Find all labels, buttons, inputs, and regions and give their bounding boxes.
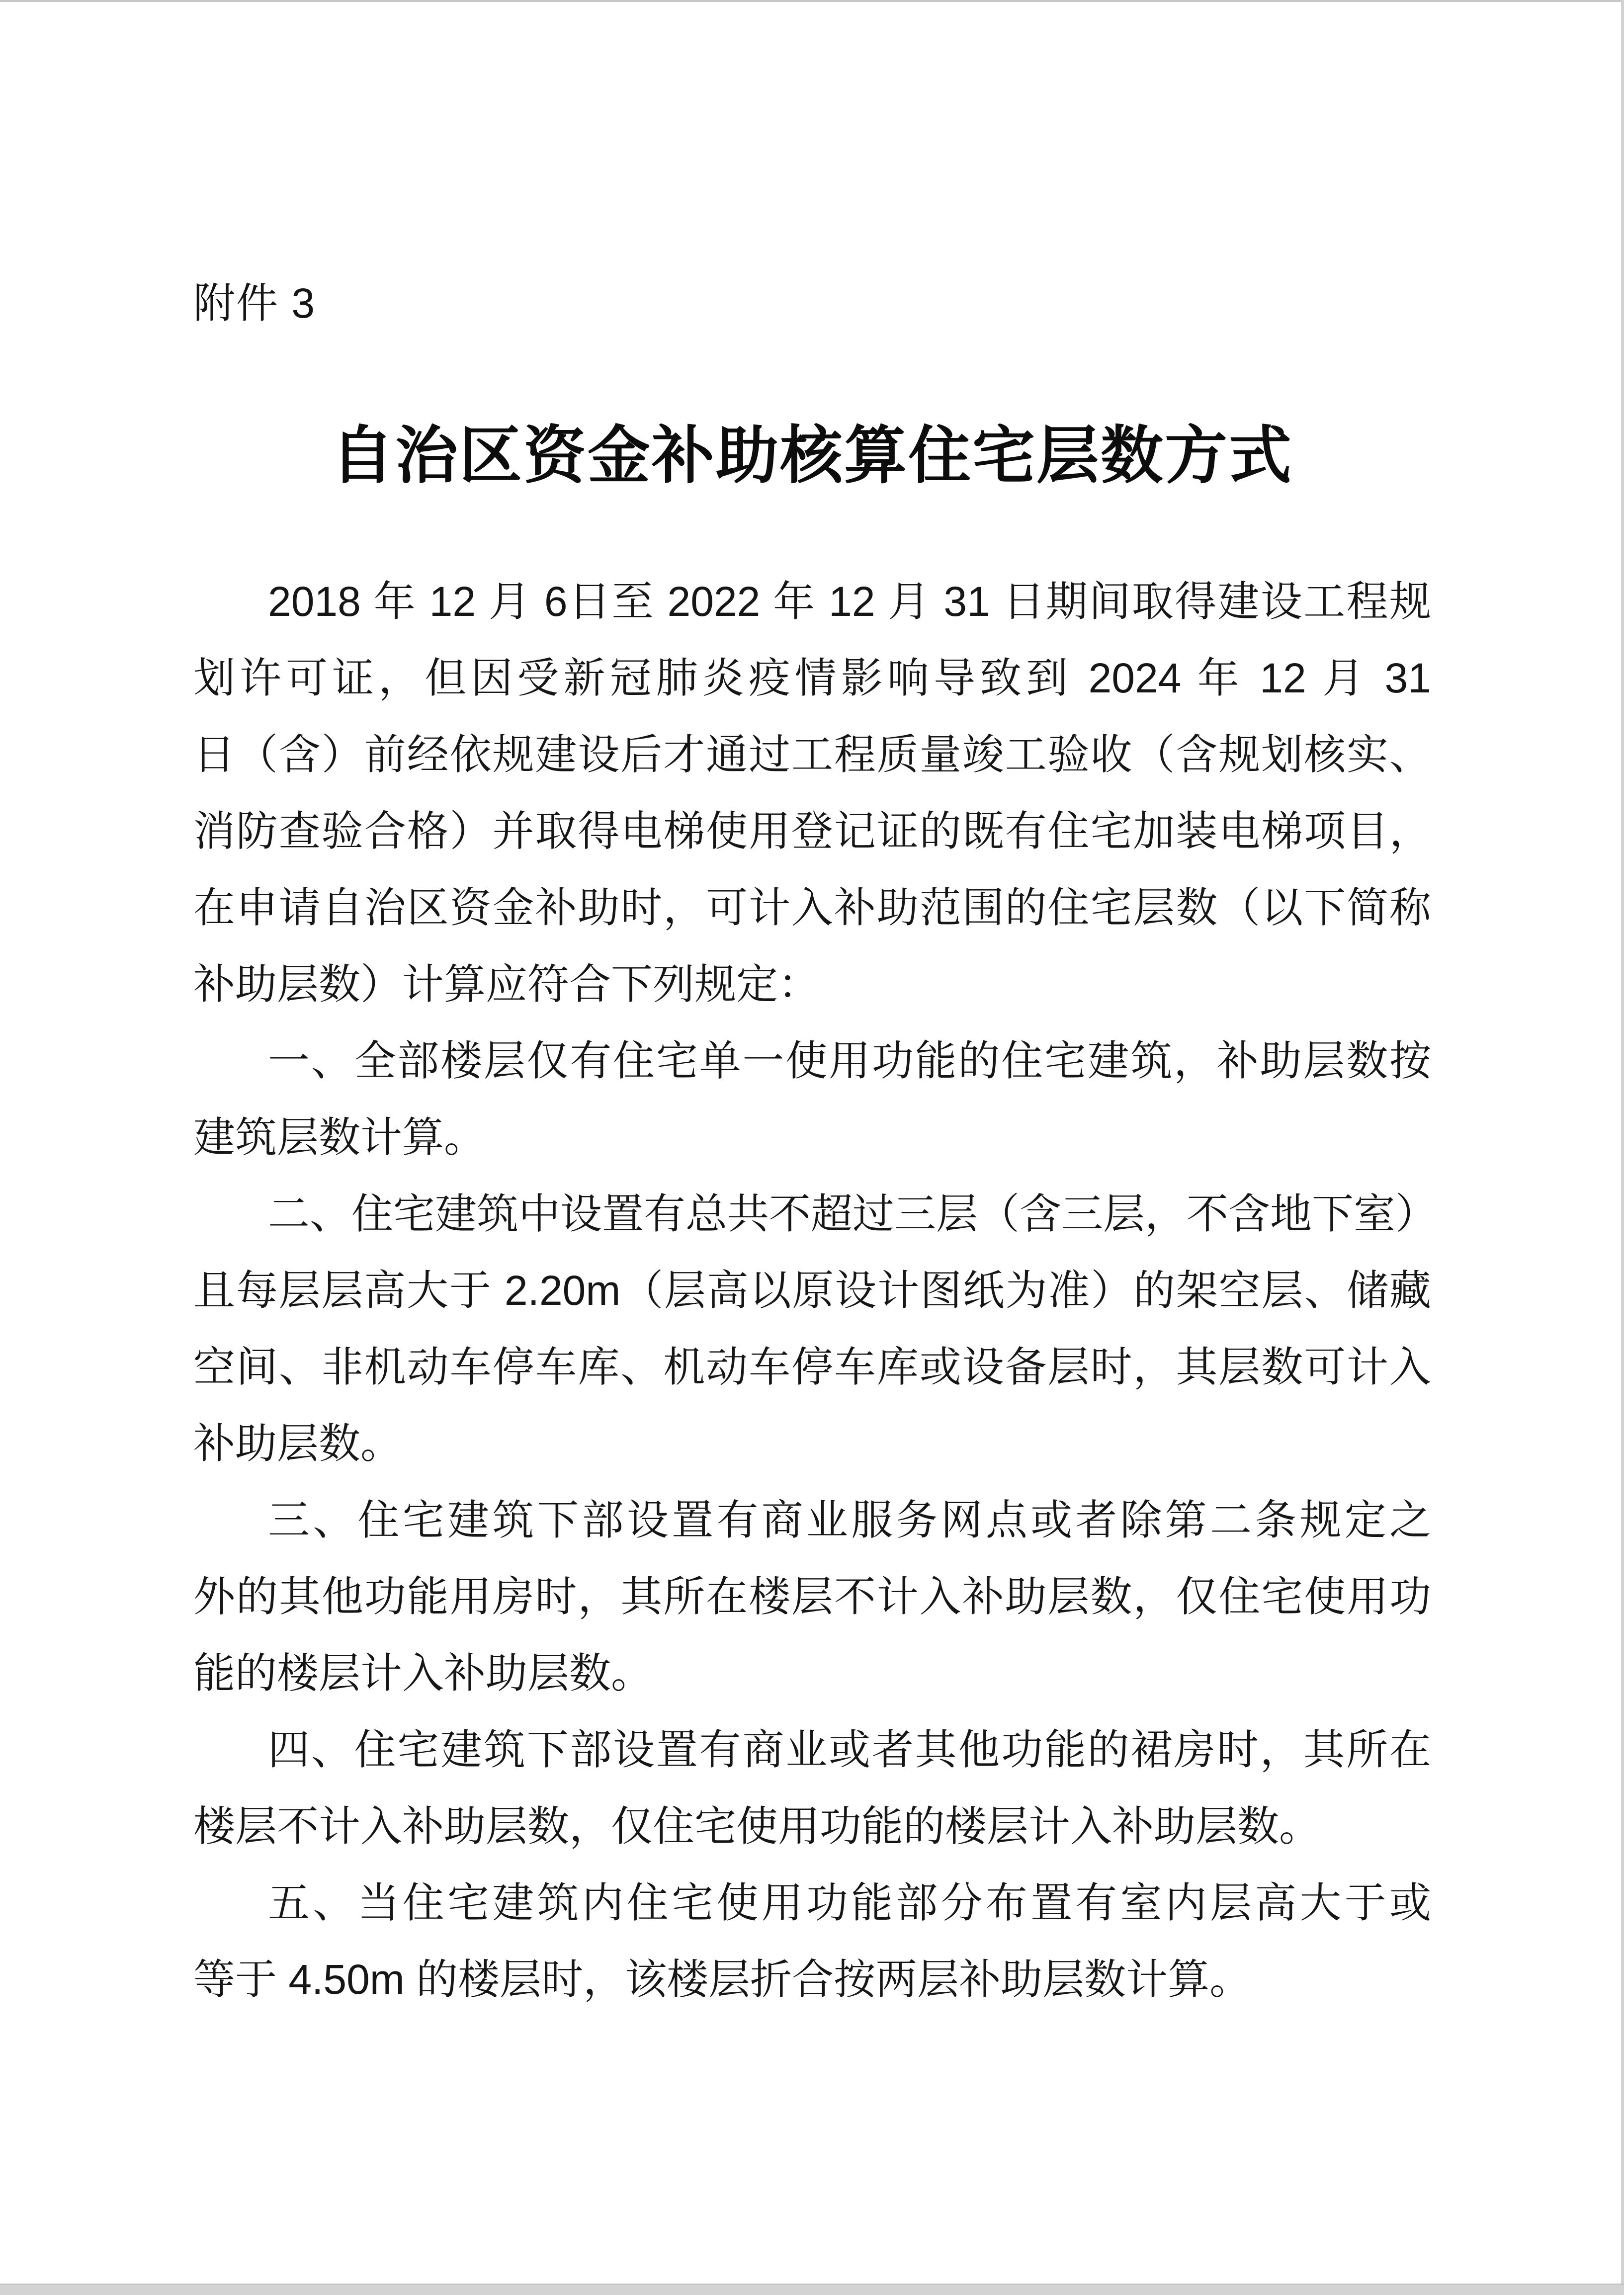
- scan-top-edge: [0, 0, 1624, 2]
- body-line: 在申请自治区资金补助时，可计入补助范围的住宅层数（以下简称: [193, 884, 1431, 931]
- document-title: 自治区资金补助核算住宅层数方式: [331, 421, 1293, 491]
- body-line: 日（含）前经依规建设后才通过工程质量竣工验收（含规划核实、: [193, 731, 1431, 778]
- body-line: 四、住宅建筑下部设置有商业或者其他功能的裙房时，其所在: [268, 1726, 1431, 1773]
- scan-bottom-edge: [0, 2284, 1624, 2295]
- body-line: 且每层层高大于 2.20m（层高以原设计图纸为准）的架空层、储藏: [193, 1267, 1431, 1314]
- body-line: 补助层数。: [193, 1420, 403, 1467]
- body-line: 2018 年 12 月 6日至 2022 年 12 月 31 日期间取得建设工程规: [268, 578, 1431, 625]
- body-line: 划许可证，但因受新冠肺炎疫情影响导致到 2024 年 12 月 31: [193, 655, 1431, 701]
- body-line: 能的楼层计入补助层数。: [193, 1650, 653, 1697]
- body-line: 空间、非机动车停车库、机动车停车库或设备层时，其层数可计入: [193, 1344, 1431, 1390]
- body-line: 二、住宅建筑中设置有总共不超过三层（含三层，不含地下室）: [268, 1190, 1438, 1237]
- body-line: 三、住宅建筑下部设置有商业服务网点或者除第二条规定之: [268, 1497, 1431, 1543]
- body-line: 楼层不计入补助层数，仅住宅使用功能的楼层计入补助层数。: [193, 1803, 1321, 1850]
- body-line: 等于 4.50m 的楼层时，该楼层折合按两层补助层数计算。: [193, 1956, 1252, 2003]
- scan-right-edge: [1621, 0, 1624, 2295]
- body-line: 一、全部楼层仅有住宅单一使用功能的住宅建筑，补助层数按: [268, 1037, 1431, 1084]
- body-line: 补助层数）计算应符合下列规定：: [193, 961, 820, 1008]
- body-line: 外的其他功能用房时，其所在楼层不计入补助层数，仅住宅使用功: [193, 1573, 1431, 1620]
- document-body: [193, 563, 1438, 2018]
- body-line: 消防查验合格）并取得电梯使用登记证的既有住宅加装电梯项目，: [193, 808, 1431, 854]
- attachment-label: 附件 3: [193, 280, 316, 327]
- body-line: 建筑层数计算。: [193, 1114, 486, 1161]
- body-line: 五、当住宅建筑内住宅使用功能部分布置有室内层高大于或: [268, 1879, 1431, 1926]
